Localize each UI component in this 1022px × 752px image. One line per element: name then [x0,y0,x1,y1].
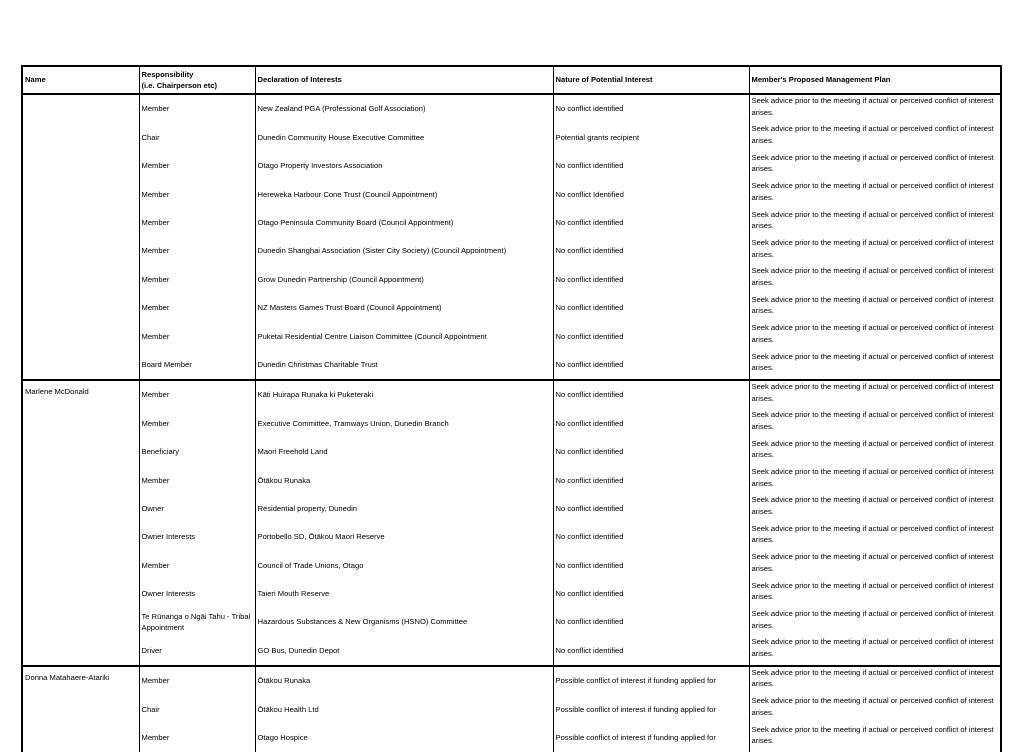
cell-declaration: Taieri Mouth Reserve [255,580,553,608]
cell-name [22,523,139,551]
cell-nature: No conflict identified [553,551,749,579]
cell-nature: No conflict identified [553,409,749,437]
header-name: Name [22,66,139,94]
cell-responsibility: Driver [139,636,255,665]
cell-responsibility: Member [139,209,255,237]
cell-nature: No conflict identified [553,523,749,551]
cell-declaration: New Zealand PGA (Professional Golf Association) [255,94,553,123]
cell-nature: No conflict identified [553,237,749,265]
cell-plan: Seek advice prior to the meeting if actual or perceived conflict of interest arises. [749,724,1001,752]
cell-responsibility: Owner [139,494,255,522]
cell-nature: No conflict identified [553,608,749,636]
table-row [22,209,1001,237]
cell-responsibility: Member [139,409,255,437]
header-responsibility-line1: Responsibility [141,70,194,79]
cell-responsibility: Beneficiary [139,438,255,466]
cell-nature: No conflict identified [553,580,749,608]
cell-plan: Seek advice prior to the meeting if actual or perceived conflict of interest arises. [749,351,1001,380]
cell-responsibility: Member [139,724,255,752]
cell-declaration: Dunedin Christmas Charitable Trust [255,351,553,380]
cell-nature: Potential grants recipient [553,123,749,151]
cell-plan: Seek advice prior to the meeting if actual or perceived conflict of interest arises. [749,409,1001,437]
cell-name [22,494,139,522]
cell-name [22,466,139,494]
cell-nature: No conflict identified [553,380,749,409]
cell-declaration: Maori Freehold Land [255,438,553,466]
cell-declaration: Otago Property Investors Association [255,152,553,180]
cell-name [22,209,139,237]
cell-plan: Seek advice prior to the meeting if actual or perceived conflict of interest arises. [749,294,1001,322]
cell-plan: Seek advice prior to the meeting if actual or perceived conflict of interest arises. [749,123,1001,151]
cell-name [22,409,139,437]
cell-name [22,351,139,380]
cell-name [22,294,139,322]
cell-plan: Seek advice prior to the meeting if actual or perceived conflict of interest arises. [749,152,1001,180]
cell-declaration: Dunedin Shanghai Association (Sister City Society) (Council Appointment) [255,237,553,265]
table-row [22,237,1001,265]
table-row [22,523,1001,551]
cell-declaration: Residential property, Dunedin [255,494,553,522]
cell-nature: No conflict Identified [553,180,749,208]
header-row [22,66,1001,94]
cell-nature: Possible conflict of interest if funding applied for [553,724,749,752]
table-row [22,123,1001,151]
cell-declaration: Puketai Residential Centre Liaison Committee (Council Appointment [255,322,553,350]
cell-responsibility: Member [139,180,255,208]
cell-responsibility: Member [139,466,255,494]
table-row [22,409,1001,437]
cell-plan: Seek advice prior to the meeting if actual or perceived conflict of interest arises. [749,494,1001,522]
header-plan: Member's Proposed Management Plan [749,66,1001,94]
table-row [22,265,1001,293]
cell-nature: No conflict identified [553,152,749,180]
cell-responsibility: Member [139,294,255,322]
cell-declaration: Ōtākou Runaka [255,466,553,494]
table-row [22,636,1001,665]
cell-declaration: Hereweka Harbour Cone Trust (Council Appointment) [255,180,553,208]
cell-name [22,94,139,123]
cell-plan: Seek advice prior to the meeting if actual or perceived conflict of interest arises. [749,180,1001,208]
cell-nature: Possible conflict of interest if funding applied for [553,666,749,695]
table-row [22,180,1001,208]
cell-plan: Seek advice prior to the meeting if actual or perceived conflict of interest arises. [749,551,1001,579]
interests-register [21,65,1000,752]
cell-plan: Seek advice prior to the meeting if actual or perceived conflict of interest arises. [749,265,1001,293]
cell-nature: No conflict identified [553,351,749,380]
cell-responsibility: Board Member [139,351,255,380]
table-row [22,294,1001,322]
cell-name [22,180,139,208]
cell-responsibility: Chair [139,123,255,151]
cell-declaration: GO Bus, Dunedin Depot [255,636,553,665]
table-row [22,695,1001,723]
cell-declaration: Council of Trade Unions, Otago [255,551,553,579]
cell-plan: Seek advice prior to the meeting if actual or perceived conflict of interest arises. [749,209,1001,237]
header-responsibility-line2: (i.e. Chairperson etc) [141,81,218,90]
cell-nature: No conflict identified [553,322,749,350]
cell-declaration: Otago Hospice [255,724,553,752]
cell-nature: No conflict identified [553,265,749,293]
table-row [22,580,1001,608]
cell-name [22,265,139,293]
table-row [22,666,1001,695]
cell-responsibility: Chair [139,695,255,723]
cell-nature: No conflict identified [553,94,749,123]
table-row [22,322,1001,350]
cell-plan: Seek advice prior to the meeting if actual or perceived conflict of interest arises. [749,94,1001,123]
cell-name [22,695,139,723]
cell-declaration: Dunedin Community House Executive Committee [255,123,553,151]
table-row [22,351,1001,380]
cell-declaration: Ōtākou Health Ltd [255,695,553,723]
cell-nature: No conflict identified [553,294,749,322]
cell-declaration: Grow Dunedin Partnership (Council Appointment) [255,265,553,293]
cell-nature: Possible conflict of interest if funding applied for [553,695,749,723]
table-row [22,608,1001,636]
header-responsibility [139,66,255,94]
cell-declaration: Otago Peninsula Community Board (Council Appointment) [255,209,553,237]
cell-name [22,724,139,752]
cell-plan: Seek advice prior to the meeting if actual or perceived conflict of interest arises. [749,380,1001,409]
interests-table [21,65,1002,752]
table-row [22,152,1001,180]
cell-name [22,237,139,265]
cell-responsibility: Member [139,265,255,293]
cell-name [22,438,139,466]
header-declaration: Declaration of Interests [255,66,553,94]
header-nature: Nature of Potential Interest [553,66,749,94]
cell-plan: Seek advice prior to the meeting if actual or perceived conflict of interest arises. [749,695,1001,723]
cell-name: Donna Matahaere-Atariki [22,666,139,695]
cell-responsibility: Member [139,152,255,180]
cell-declaration: Kāti Huirapa Runaka ki Puketeraki [255,380,553,409]
cell-plan: Seek advice prior to the meeting if actual or perceived conflict of interest arises. [749,636,1001,665]
cell-responsibility: Member [139,94,255,123]
cell-responsibility: Owner Interests [139,523,255,551]
cell-name: Marlene McDonald [22,380,139,409]
cell-nature: No conflict identified [553,636,749,665]
cell-responsibility: Member [139,380,255,409]
cell-responsibility: Member [139,322,255,350]
cell-declaration: Hazardous Substances & New Organisms (HSNO) Committee [255,608,553,636]
cell-nature: No conflict identified [553,438,749,466]
cell-name [22,322,139,350]
cell-plan: Seek advice prior to the meeting if actual or perceived conflict of interest arises. [749,237,1001,265]
cell-declaration: NZ Masters Games Trust Board (Council Appointment) [255,294,553,322]
cell-nature: No conflict identified [553,209,749,237]
cell-plan: Seek advice prior to the meeting if actual or perceived conflict of interest arises. [749,466,1001,494]
table-row [22,724,1001,752]
cell-plan: Seek advice prior to the meeting if actual or perceived conflict of interest arises. [749,608,1001,636]
cell-nature: No conflict identified [553,466,749,494]
cell-name [22,580,139,608]
cell-plan: Seek advice prior to the meeting if actual or perceived conflict of interest arises. [749,666,1001,695]
table-row [22,494,1001,522]
cell-plan: Seek advice prior to the meeting if actual or perceived conflict of interest arises. [749,523,1001,551]
cell-name [22,152,139,180]
cell-responsibility: Owner Interests [139,580,255,608]
cell-plan: Seek advice prior to the meeting if actual or perceived conflict of interest arises. [749,438,1001,466]
cell-plan: Seek advice prior to the meeting if actual or perceived conflict of interest arises. [749,580,1001,608]
cell-declaration: Ōtākou Runaka [255,666,553,695]
cell-name [22,608,139,636]
cell-declaration: Portobello SD, Ōtākou Maori Reserve [255,523,553,551]
cell-responsibility: Member [139,666,255,695]
table-row [22,438,1001,466]
table-row [22,551,1001,579]
cell-name [22,636,139,665]
cell-declaration: Executive Committee, Tramways Union, Dunedin Branch [255,409,553,437]
cell-responsibility: Member [139,237,255,265]
cell-nature: No conflict identified [553,494,749,522]
table-row [22,466,1001,494]
cell-responsibility: Te Rūnanga o Ngāi Tahu - Tribal Appointment [139,608,255,636]
table-row [22,94,1001,123]
cell-name [22,123,139,151]
cell-name [22,551,139,579]
cell-plan: Seek advice prior to the meeting if actual or perceived conflict of interest arises. [749,322,1001,350]
cell-responsibility: Member [139,551,255,579]
table-row [22,380,1001,409]
